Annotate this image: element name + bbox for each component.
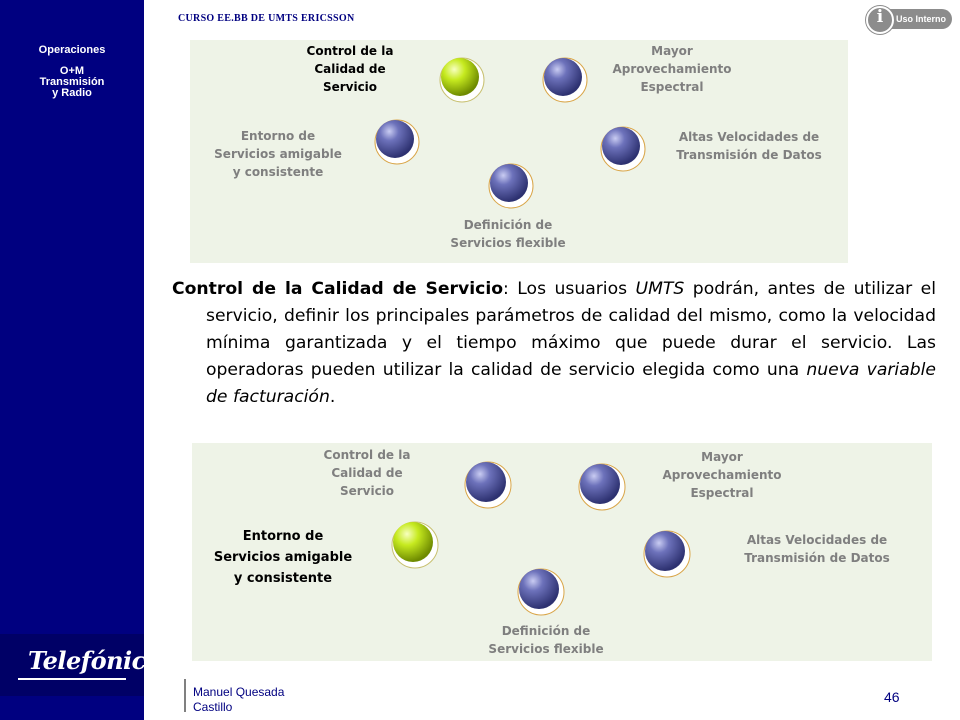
label-definicion-b: Definición de Servicios flexible (488, 624, 604, 656)
sphere-mayor-b (579, 464, 625, 510)
diagram-top (190, 40, 848, 263)
paragraph-italic-facturacion: nueva variable de facturación (206, 360, 936, 407)
sphere-control (440, 58, 484, 102)
author-line-1: Manuel Quesada (193, 685, 285, 699)
paragraph-italic-umts: UMTS (635, 279, 685, 299)
paragraph-text-3: . (329, 387, 336, 407)
label-entorno-b: Entorno de Servicios amigable y consistente (213, 529, 353, 586)
sphere-entorno-b (392, 522, 438, 568)
sphere-altas (601, 127, 645, 171)
sphere-altas-b (644, 531, 690, 577)
logo-underline (18, 678, 126, 680)
body-paragraph (172, 276, 936, 411)
footer-divider (184, 679, 186, 712)
paragraph-lead: Control de la Calidad de Servicio (172, 279, 504, 299)
uso-interno-badge (866, 6, 954, 32)
label-mayor-b: Mayor Aprovechamiento Espectral (662, 450, 782, 500)
dept-line-om: O+M (59, 65, 85, 77)
paragraph-text (172, 276, 936, 411)
author-line-2: Castillo (193, 700, 233, 714)
label-mayor: Mayor Aprovechamiento Espectral (612, 44, 732, 94)
sphere-control-b (465, 462, 511, 508)
author-name (193, 685, 284, 715)
sidebar (0, 0, 161, 720)
label-entorno: Entorno de Servicios amigable y consistente (214, 129, 342, 179)
info-icon-glyph: i (876, 7, 884, 27)
label-control: Control de la Calidad de Servicio (306, 44, 394, 94)
label-altas: Altas Velocidades de Transmisión de Datos (676, 130, 822, 162)
page-number: 46 (884, 689, 900, 705)
label-definicion: Definición de Servicios flexible (450, 218, 566, 250)
label-altas-b: Altas Velocidades de Transmisión de Datos (744, 533, 890, 565)
sphere-entorno (375, 120, 419, 164)
dept-line-transmision: Transmisión (39, 76, 105, 88)
course-title: CURSO EE.BB DE UMTS ERICSSON (178, 13, 355, 24)
paragraph-text-1: : Los usuarios (503, 279, 636, 299)
telefonica-logo: Telefónica (28, 646, 161, 675)
dept-line-operaciones: Operaciones (38, 44, 106, 56)
sphere-mayor (543, 58, 587, 102)
dept-line-radio: y Radio (52, 87, 92, 99)
paragraph-text-2: podrán, antes de utilizar el servicio, definir los principales parámetros de calidad del mismo, como la velocidad mínima garantizada y el tiempo máximo que puede durar el servicio. Las operadoras pueden utilizar la calidad de servicio elegida como una (206, 279, 937, 380)
badge-label: Uso Interno (896, 14, 947, 24)
sphere-definicion-b (518, 569, 564, 615)
label-control-b: Control de la Calidad de Servicio (323, 448, 411, 498)
diagram-bottom (192, 443, 932, 661)
sphere-definicion (489, 164, 533, 208)
